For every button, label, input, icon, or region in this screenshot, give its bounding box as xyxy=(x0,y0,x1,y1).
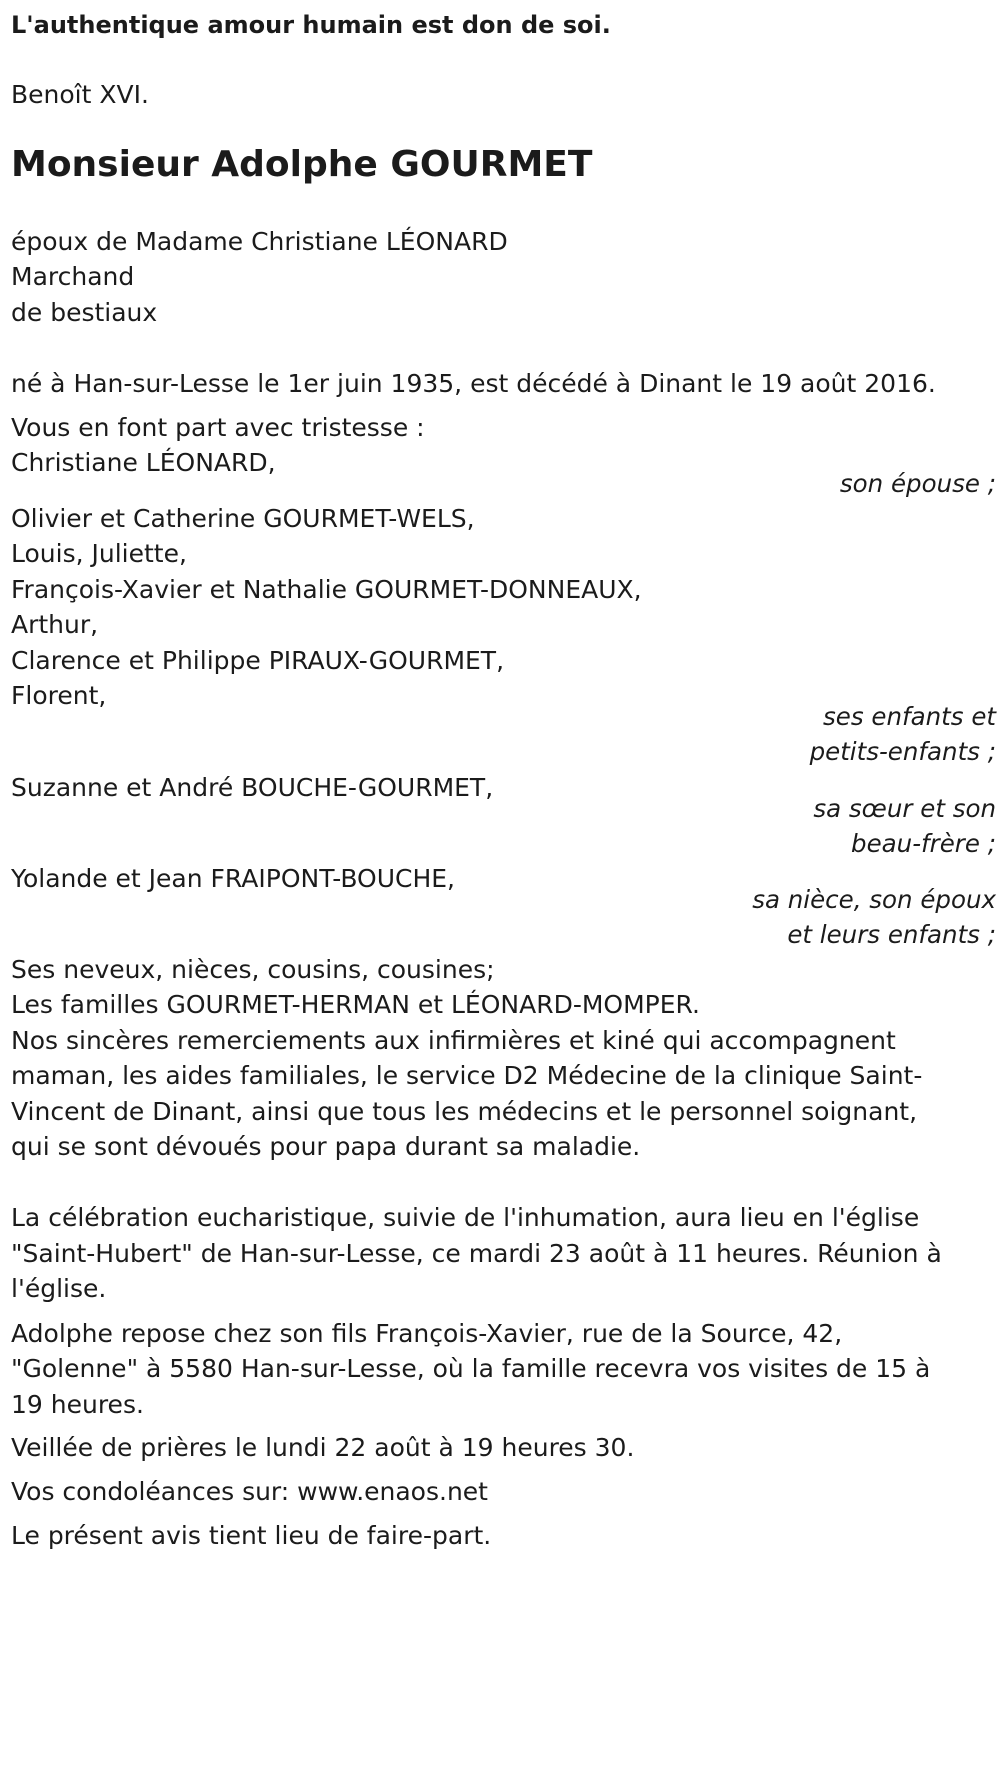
others-line: Ses neveux, nièces, cousins, cousines; xyxy=(11,955,495,984)
quote-author: Benoît XVI. xyxy=(11,80,149,109)
family-relation: sa sœur et son xyxy=(813,794,996,823)
family-relation: son épouse ; xyxy=(839,469,996,498)
others-line: Les familles GOURMET-HERMAN et LÉONARD-MOMPER. xyxy=(11,990,700,1019)
ceremony-line: l'église. xyxy=(11,1274,107,1303)
family-name: Yolande et Jean FRAIPONT-BOUCHE, xyxy=(11,864,456,893)
thanks-line: Nos sincères remerciements aux infirmières et kiné qui accompagnent xyxy=(11,1026,896,1055)
family-name: Olivier et Catherine GOURMET-WELS, xyxy=(11,504,475,533)
family-name: Florent, xyxy=(11,681,107,710)
notice-line: Le présent avis tient lieu de faire-part. xyxy=(11,1521,492,1550)
family-name: Christiane LÉONARD, xyxy=(11,448,276,477)
thanks-line: maman, les aides familiales, le service D2 Médecine de la clinique Saint- xyxy=(11,1061,923,1090)
spouse-line: époux de Madame Christiane LÉONARD xyxy=(11,227,508,256)
intro-line: Vous en font part avec tristesse : xyxy=(11,413,425,442)
family-name: Clarence et Philippe PIRAUX-GOURMET, xyxy=(11,646,505,675)
visits-line: "Golenne" à 5580 Han-sur-Lesse, où la famille recevra vos visites de 15 à xyxy=(11,1354,931,1383)
visits-line: 19 heures. xyxy=(11,1390,144,1419)
family-name: Suzanne et André BOUCHE-GOURMET, xyxy=(11,773,494,802)
ceremony-line: "Saint-Hubert" de Han-sur-Lesse, ce mardi 23 août à 11 heures. Réunion à xyxy=(11,1239,942,1268)
page-title: Monsieur Adolphe GOURMET xyxy=(11,144,593,185)
family-name: Arthur, xyxy=(11,610,99,639)
family-relation: ses enfants et xyxy=(823,702,996,731)
profession-line: Marchand xyxy=(11,262,135,291)
family-name: François-Xavier et Nathalie GOURMET-DONNEAUX, xyxy=(11,575,642,604)
visits-line: Adolphe repose chez son fils François-Xavier, rue de la Source, 42, xyxy=(11,1319,843,1348)
family-relation: sa nièce, son époux xyxy=(752,885,996,914)
thanks-line: qui se sont dévoués pour papa durant sa maladie. xyxy=(11,1132,641,1161)
profession-line: de bestiaux xyxy=(11,298,158,327)
quote-text: L'authentique amour humain est don de soi. xyxy=(11,11,611,39)
family-relation: et leurs enfants ; xyxy=(787,920,996,949)
vigil-line: Veillée de prières le lundi 22 août à 19 heures 30. xyxy=(11,1433,635,1462)
family-relation: petits-enfants ; xyxy=(809,737,996,766)
ceremony-line: La célébration eucharistique, suivie de l'inhumation, aura lieu en l'église xyxy=(11,1203,920,1232)
birth-death-line: né à Han-sur-Lesse le 1er juin 1935, est décédé à Dinant le 19 août 2016. xyxy=(11,369,936,398)
family-relation: beau-frère ; xyxy=(851,829,996,858)
condolences-line: Vos condoléances sur: www.enaos.net xyxy=(11,1477,488,1506)
family-name: Louis, Juliette, xyxy=(11,539,187,568)
thanks-line: Vincent de Dinant, ainsi que tous les médecins et le personnel soignant, xyxy=(11,1097,918,1126)
